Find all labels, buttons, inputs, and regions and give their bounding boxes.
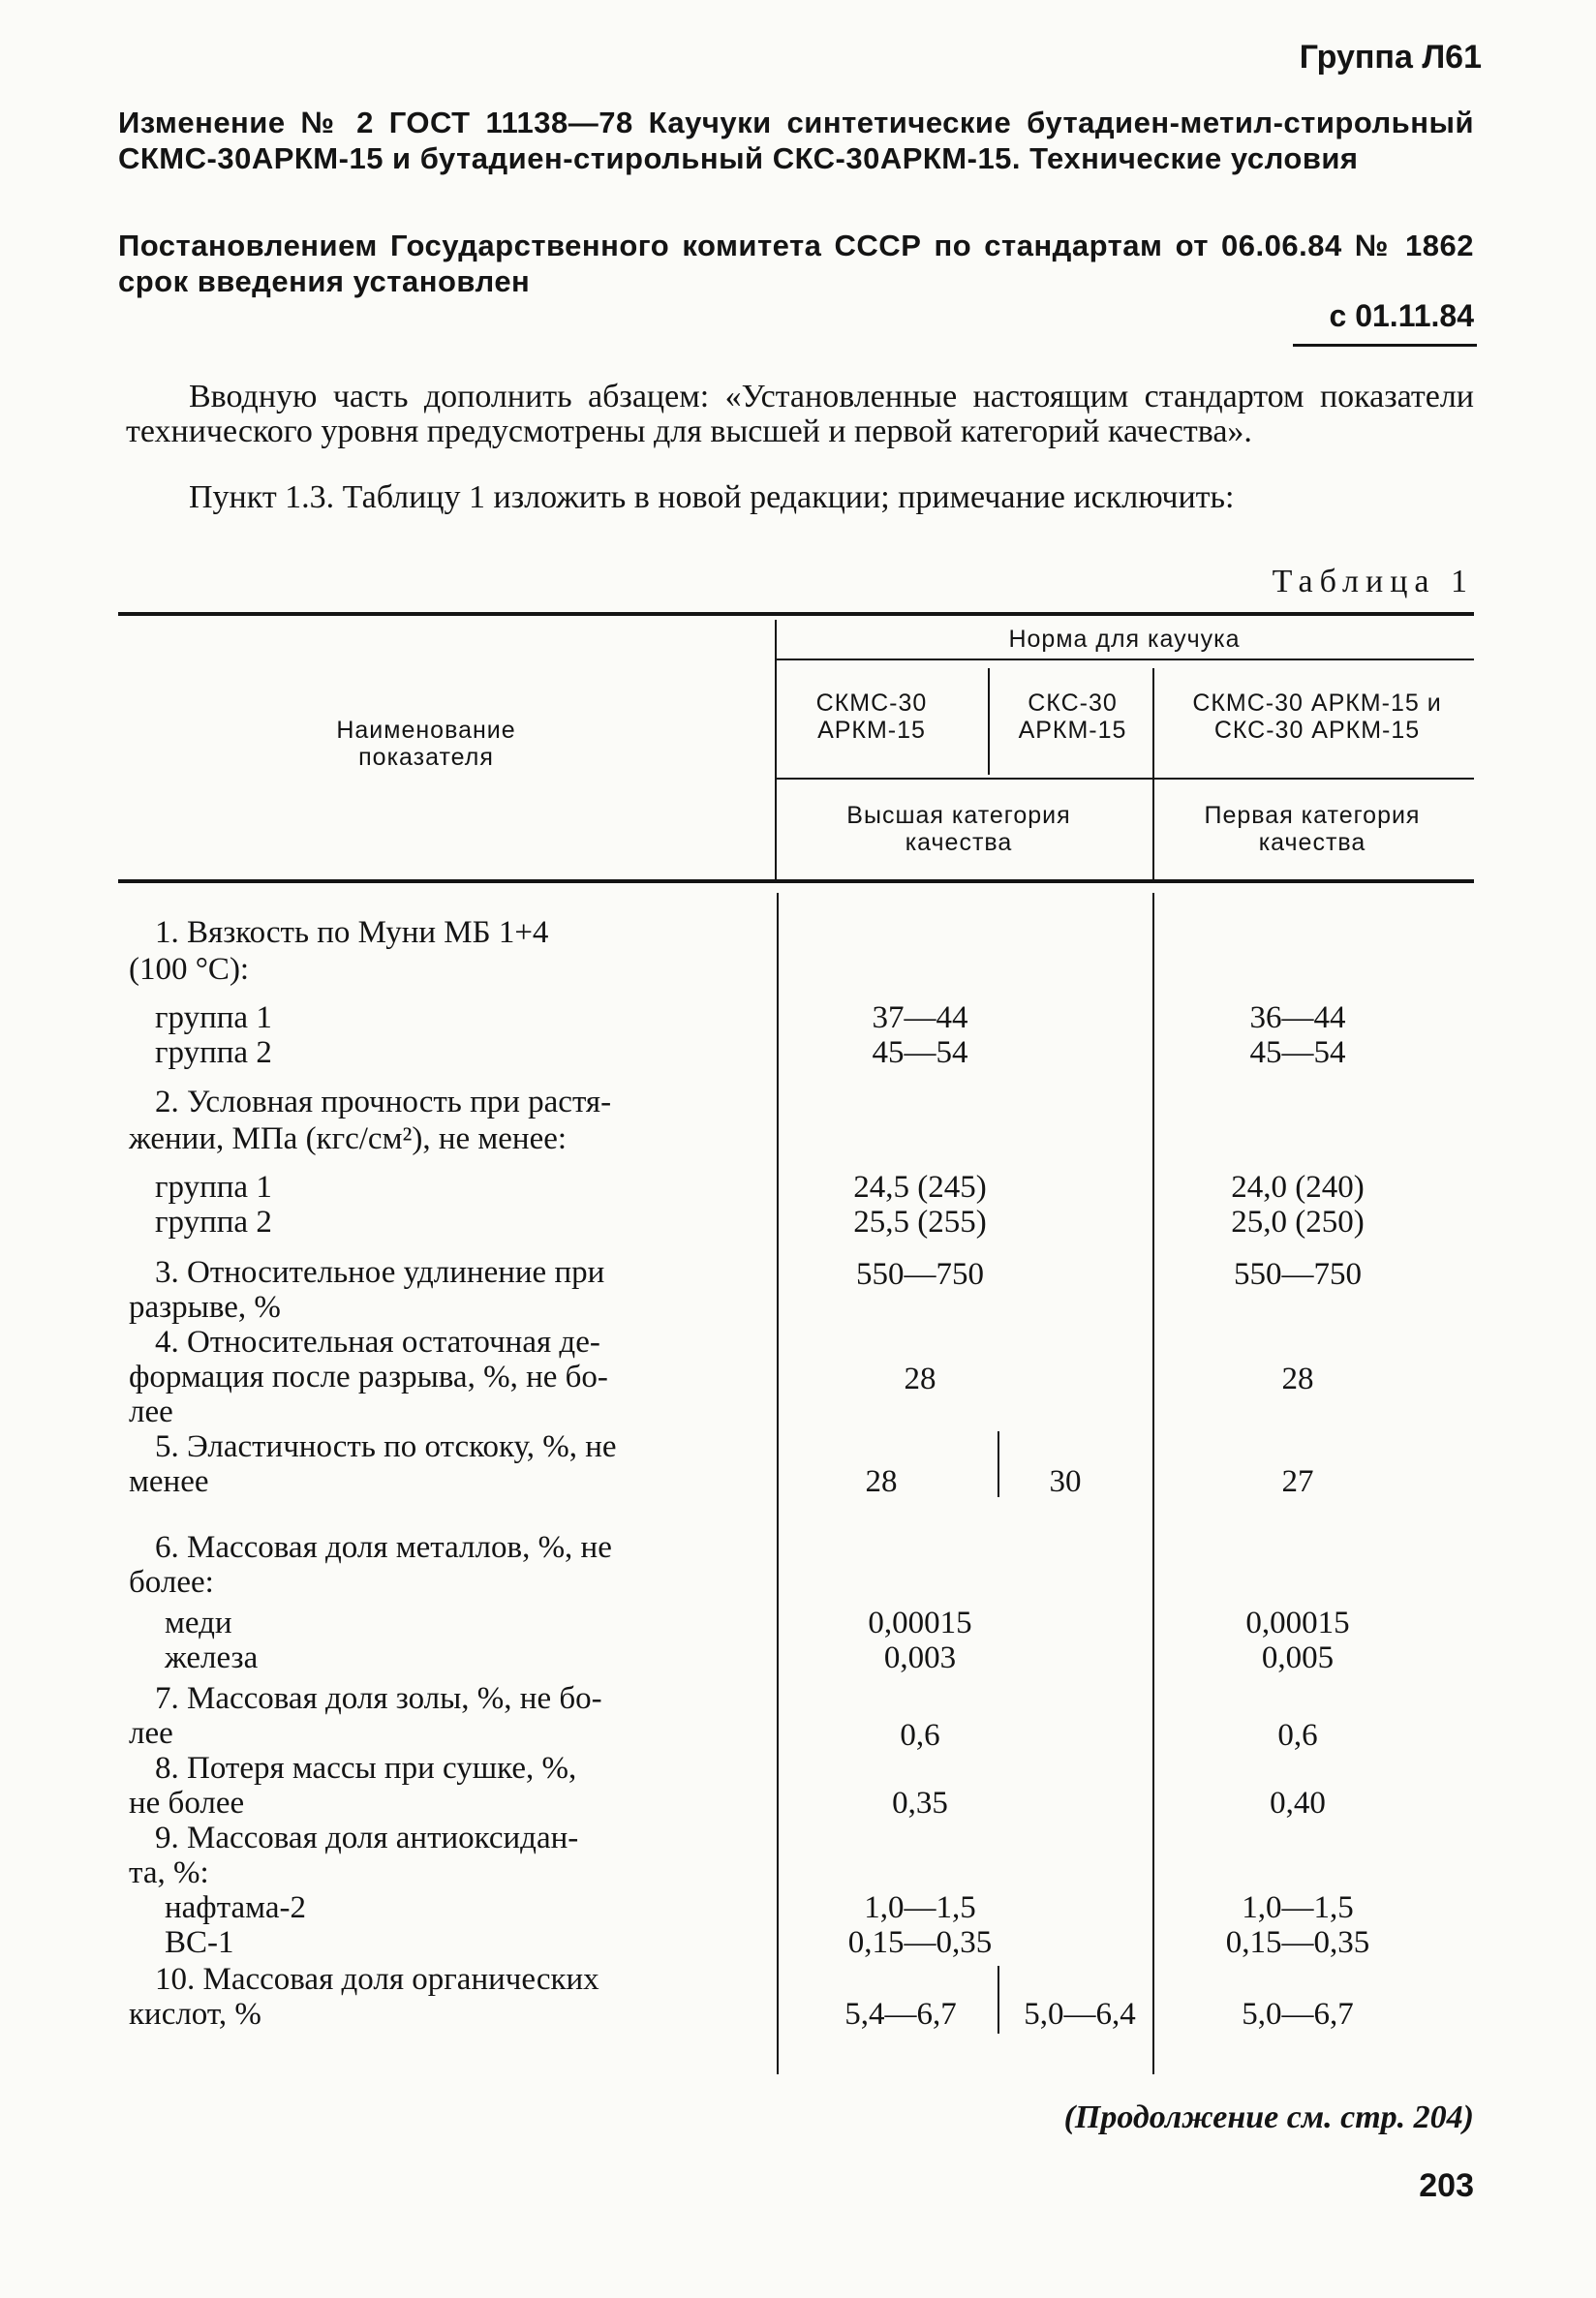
date-underline [1293, 344, 1477, 347]
row2-group1-value-high: 24,5 (245) [853, 1170, 987, 1205]
intro-paragraph: Вводную часть дополнить абзацем: «Установленные настоящим стандартом показатели технического уровня предусмотрены для высшей и первой категорий качества». [126, 379, 1474, 449]
row6-copper: меди [165, 1606, 232, 1640]
table-top-rule [118, 612, 1474, 616]
sub-header-sks: СКС-30 АРКМ-15 [1018, 689, 1127, 744]
row1-group1-value-high: 37—44 [872, 1000, 968, 1035]
row2-group1-value-first: 24,0 (240) [1231, 1170, 1365, 1205]
row2-group2-value-first: 25,0 (250) [1231, 1205, 1365, 1240]
row2-label: 2. Условная прочность при растя- [155, 1085, 612, 1119]
row1-group1: группа 1 [155, 1000, 272, 1035]
row7-value-first: 0,6 [1277, 1718, 1318, 1753]
row4-label-cont: формация после разрыва, %, не бо- [129, 1360, 608, 1394]
row5-value-sks: 30 [1049, 1464, 1082, 1499]
category-rule [775, 778, 1474, 780]
row4-label: 4. Относительная остаточная де- [155, 1325, 600, 1360]
row3-value-high: 550—750 [856, 1257, 984, 1292]
row1-group2-value-first: 45—54 [1249, 1035, 1346, 1070]
row5-value-skms: 28 [865, 1464, 898, 1499]
category-first: Первая категория качества [1204, 802, 1421, 856]
row9-label: 9. Массовая доля антиоксидан- [155, 1821, 579, 1855]
body-divider-right [1152, 893, 1154, 2074]
body-divider-left [777, 893, 779, 2074]
row6-iron-value-high: 0,003 [883, 1640, 957, 1675]
row2-label-cont: жении, МПа (кгс/см²), не менее: [129, 1121, 568, 1156]
row8-value-first: 0,40 [1270, 1786, 1326, 1821]
row1-label: 1. Вязкость по Муни МБ 1+4 [155, 915, 549, 950]
row6-copper-value-first: 0,00015 [1245, 1606, 1350, 1640]
row6-label: 6. Массовая доля металлов, %, не [155, 1530, 612, 1565]
page-number: 203 [1419, 2167, 1474, 2204]
row4-value-high: 28 [904, 1362, 936, 1396]
row10-label-cont: кислот, % [129, 1997, 261, 2032]
sub-header-skms: СКМС-30 АРКМ-15 [815, 689, 928, 744]
row2-group1: группа 1 [155, 1170, 272, 1205]
row2-group2-value-high: 25,5 (255) [853, 1205, 987, 1240]
row4-label-cont2: лее [129, 1394, 173, 1429]
row9-naftam-value-high: 1,0—1,5 [864, 1890, 976, 1925]
row5-label-cont: менее [129, 1464, 209, 1499]
row9-naftam-value-first: 1,0—1,5 [1242, 1890, 1354, 1925]
split-divider-r10 [998, 1966, 999, 2034]
row4-value-first: 28 [1281, 1362, 1314, 1396]
row7-label: 7. Массовая доля золы, %, не бо- [155, 1681, 602, 1716]
row5-value-first: 27 [1281, 1464, 1314, 1499]
header-bottom-rule [118, 879, 1474, 883]
row9-vs1-value-first: 0,15—0,35 [1225, 1925, 1370, 1960]
table-caption: Таблица 1 [1272, 564, 1474, 599]
row10-label: 10. Массовая доля органических [155, 1962, 599, 1997]
row7-value-high: 0,6 [900, 1718, 940, 1753]
effective-date: с 01.11.84 [1329, 298, 1474, 333]
intro-instruction: Пункт 1.3. Таблицу 1 изложить в новой редакции; примечание исключить: [189, 479, 1235, 515]
row10-value-skms: 5,4—6,7 [844, 1997, 957, 2032]
row6-label-cont: более: [129, 1565, 214, 1600]
row1-group2: группа 2 [155, 1035, 272, 1070]
row8-label: 8. Потеря массы при сушке, %, [155, 1751, 577, 1786]
row9-vs1-value-high: 0,15—0,35 [847, 1925, 993, 1960]
continuation-note: (Продолжение см. стр. 204) [1063, 2099, 1474, 2135]
resolution-text: Постановлением Государственного комитета СССР по стандартам от 06.06.84 № 1862 срок введения установлен [118, 229, 1474, 298]
row6-iron-value-first: 0,005 [1261, 1640, 1335, 1675]
row2-group2: группа 2 [155, 1205, 272, 1240]
row9-vs1: ВС-1 [165, 1925, 234, 1960]
divider-name-col [775, 620, 777, 879]
row6-iron: железа [165, 1640, 259, 1675]
row1-group2-value-high: 45—54 [872, 1035, 968, 1070]
row10-value-first: 5,0—6,7 [1242, 1997, 1354, 2032]
row8-label-cont: не более [129, 1786, 245, 1821]
norm-header: Норма для каучука [1008, 626, 1241, 653]
category-highest: Высшая категория качества [846, 802, 1071, 856]
row1-group1-value-first: 36—44 [1249, 1000, 1346, 1035]
col-header-name: Наименование показателя [336, 717, 516, 771]
row3-label: 3. Относительное удлинение при [155, 1255, 605, 1290]
row3-label-cont: разрыве, % [129, 1290, 281, 1325]
row9-label-cont: та, %: [129, 1855, 209, 1890]
row9-naftam: нафтама-2 [165, 1890, 306, 1925]
row3-value-first: 550—750 [1234, 1257, 1362, 1292]
row1-label-cont: (100 °С): [129, 952, 250, 987]
norm-rule [775, 659, 1474, 660]
row7-label-cont: лее [129, 1716, 173, 1751]
change-title: Изменение № 2 ГОСТ 11138—78 Каучуки синтетические бутадиен-метил-стирольный СКМС-30АРКМ-15 и бутадиен-стирольный СКС-30АРКМ-15. Технические условия [118, 106, 1474, 175]
divider-sub1 [988, 668, 990, 775]
row8-value-high: 0,35 [892, 1786, 948, 1821]
group-label: Группа Л61 [1299, 39, 1482, 76]
divider-cat [1152, 668, 1154, 879]
row6-copper-value-high: 0,00015 [868, 1606, 972, 1640]
row10-value-sks: 5,0—6,4 [1024, 1997, 1136, 2032]
sub-header-both: СКМС-30 АРКМ-15 и СКС-30 АРКМ-15 [1192, 689, 1442, 744]
split-divider-r5 [998, 1431, 999, 1497]
row5-label: 5. Эластичность по отскоку, %, не [155, 1429, 617, 1464]
